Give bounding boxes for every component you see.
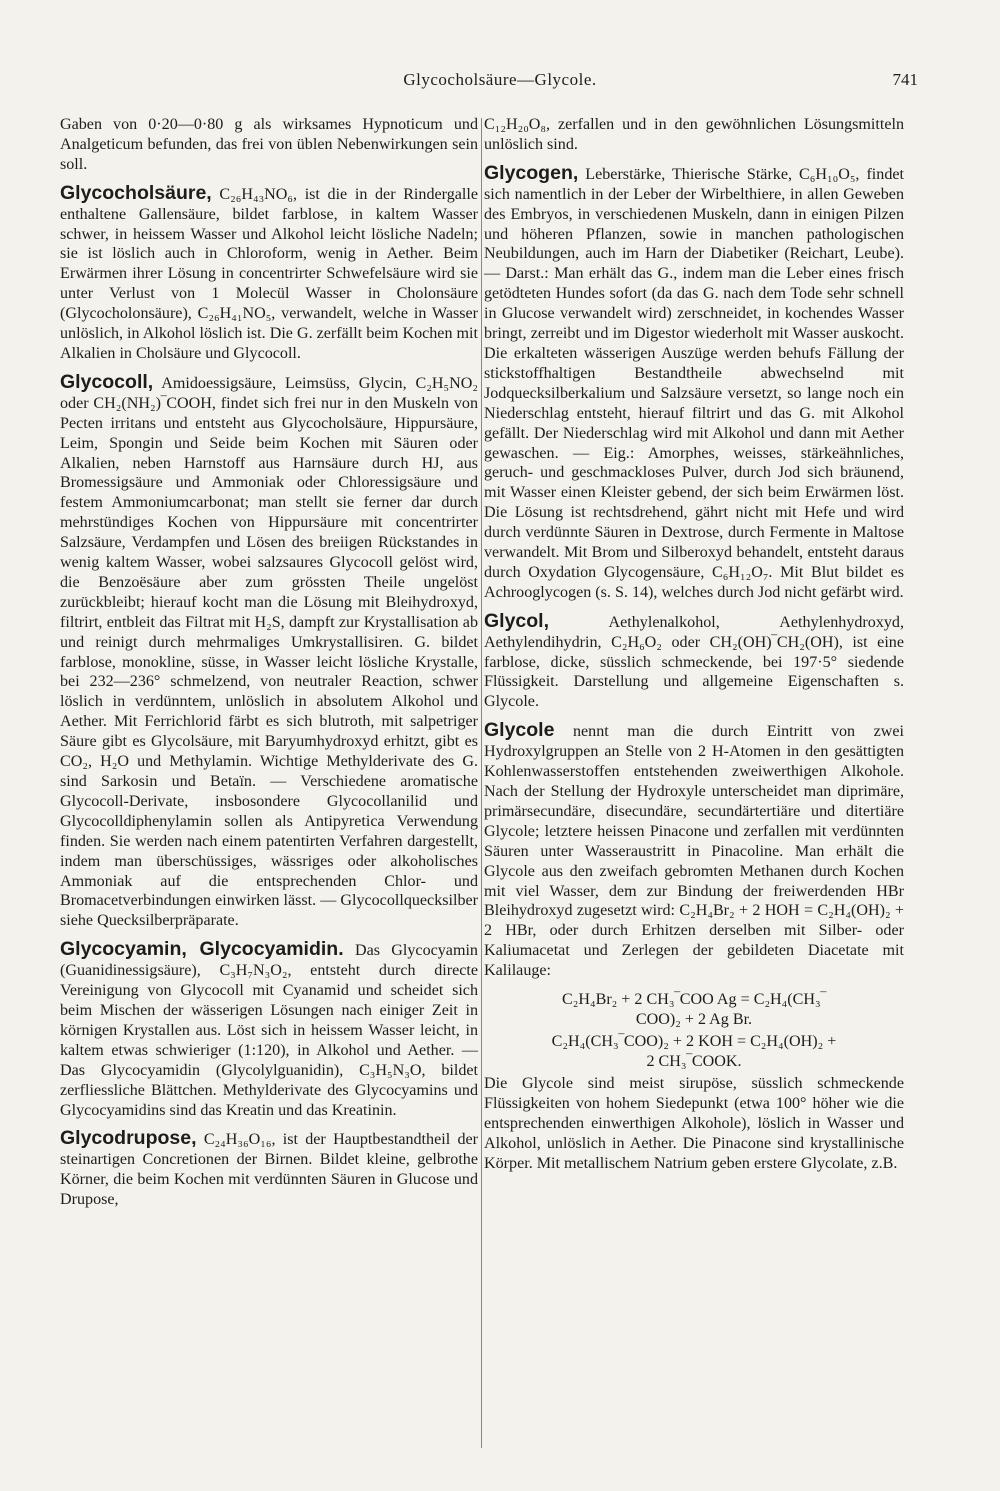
equation-line: COO)₂ + 2 Ag Br. — [635, 1011, 753, 1029]
entry-heading: Glycocyamin, Glycocyamidin. — [60, 938, 344, 961]
entry-heading: Glycocoll, — [60, 370, 154, 393]
entry-body: Amidoessigsäure, Leimsüss, Glycin, C₂H₅NO₂ oder CH₂(NH₂)‾COOH, findet sich frei nur in den Muskeln von Pecten irritans und entsteht aus Glycocholsäure, Hippursäure, Leim, Spongin und Seide beim Kochen mit Säuren oder Alkalien, neben Harnstoff aus Harnsäure durch HJ, aus Bromessigsäure und Ammoniak oder Chloressigsäure und festem Ammoniumcarbonat; man stellt sie ferner dar durch mehrstündiges Kochen von Hippursäure mit concentrirter Salzsäure, Verdampfen und Lösen des breiigen Rückstandes in wenig kaltem Wasser, wobei salzsaures Glycocoll gelöst wird, die Benzoësäure aber zum grössten Theile ungelöst zurückbleibt; hierauf kocht man die Lösung mit Bleihydroxyd, filtrirt, entbleit das Filtrat mit H₂S, dampft zur Krystallisation ab und reinigt durch mehrmaliges Umkrystallisiren. G. bildet farblose, monokline, süsse, in Wasser leicht lösliche Krystalle, bei 232—236° schmelzend, von neutraler Reaction, schwer löslich in verdünntem, unlöslich in absolutem Alkohol und Aether. Mit Ferrichlorid färbt es sich blutroth, mit salpetriger Säure gibt es Glycolsäure, mit Baryumhydroxyd erhitzt, gibt es CO₂, H₂O und Methylamin. Wichtige Methylderivate des G. sind Sarkosin und Betaïn. — Verschiedene aromatische Glycocoll-Derivate, insbosondere Glycocollanilid und Glycocolldiphenylamin sollen als Antipyretica Verwendung finden. Sie werden nach einem patentirten Verfahren dargestellt, indem man überschüssiges, wässriges oder alkoholisches Ammoniak auf die entsprechenden Chlor- und Bromacetverbindungen einwirken lässt. — Glycocollquecksilber siehe Quecksilberpräparate. — [60, 374, 478, 930]
reaction-equation — [484, 1032, 904, 1072]
entry-body: Leberstärke, Thierische Stärke, C₆H₁₀O₅, findet sich namentlich in der Leber der Wirbelthiere, in allen Geweben des Embryos, in verschiedenen Muskeln, dann in einigen Pilzen und höheren Pflanzen, sowie in manchen pathologischen Neubildungen, auch im Harn der Diabetiker (Reichart, Leube). — Darst.: Man erhält das G., indem man die Leber eines frisch getödteten Hundes sofort (da das G. nach dem Tode sehr schnell in Glucose verwandelt wird) zerschneidet, in kochendes Wasser bringt, zerreibt und im Digestor wiederholt mit Wasser auskocht. Die erkalteten wässerigen Auszüge werden behufs Fällung der stickstoffhaltigen Bestandtheile abwechselnd mit Jodquecksilberkalium und Salzsäure versetzt, so lange noch ein Niederschlag entsteht, hierauf filtrirt und das G. mit Alkohol gefällt. Der Niederschlag wird mit Alkohol und dann mit Aether gewaschen. — Eig.: Amorphes, weisses, stärkeähnliches, geruch- und geschmackloses Pulver, durch Jod sich bräunend, mit Wasser einen Kleister gebend, der sich beim Erwärmen löst. Die Lösung ist rechtsdrehend, gährt nicht mit Hefe und wird durch verdünnte Säuren in Dextrose, durch Fermente in Maltose verwandelt. Mit Brom und Silberoxyd behandelt, entsteht daraus durch Oxydation Glycogensäure, C₆H₁₂O₇. Mit Blut bildet es Achrooglycogen (s. S. 14), welches durch Jod nicht gefärbt wird. — [484, 165, 904, 601]
entry-body: nennt man die durch Eintritt von zwei Hydroxylgruppen an Stelle von 2 H-Atomen in den gesättigten Kohlenwasserstoffen entstehenden zweiwerthigen Alkohole. Nach der Stellung der Hydroxyle unterscheidet man diprimäre, primärsecundäre, disecundäre, secundärtertiäre und ditertiäre Glycole; letztere heissen Pinacone und zerfallen mit verdünnten Säuren unter Wasseraustritt in Pinacoline. Man erhält die Glycole aus den zweifach gebromten Methanen durch Kochen mit viel Wasser, dem zur Bindung der freiwerdenden HBr Bleihydroxyd zugesetzt wird: C₂H₄Br₂ + 2 HOH = C₂H₄(OH)₂ + 2 HBr, oder durch Erhitzen derselben mit Silber- oder Kaliumacetat und Zerlegen der gebildeten Diacetate mit Kalilauge: — [484, 723, 904, 980]
continuation-paragraph: Gaben von 0·20—0·80 g als wirksames Hypnoticum und Analgeticum befunden, das frei von üblen Nebenwirkungen sein soll. — [60, 116, 478, 173]
entry-heading: Glycol, — [484, 609, 550, 632]
left-column — [60, 115, 478, 1219]
entry-heading: Glycodrupose, — [60, 1127, 197, 1150]
right-column — [484, 115, 904, 1183]
equation-line: C₂H₄Br₂ + 2 CH₃‾COO Ag = C₂H₄(CH₃‾ — [562, 991, 826, 1009]
entry-heading: Glycogen, — [484, 161, 579, 184]
entry-glycol — [484, 609, 904, 713]
entry-body: C₂₄H₃₆O₁₆, ist der Hauptbestandtheil der steinartigen Concretionen der Birnen. Bildet kleine, gelbrothe Körner, die beim Kochen mit verdünnten Säuren in Glucose und Drupose, — [60, 1131, 478, 1209]
entry-glycocoll — [60, 370, 478, 931]
entry-heading: Glycocholsäure, — [60, 181, 212, 204]
equation-line: 2 CH₃‾COOK. — [646, 1053, 742, 1071]
entry-glycocyamin — [60, 940, 478, 1120]
entry-heading: Glycole — [484, 719, 555, 742]
entry-body: Das Glycocyamin (Guanidinessigsäure), C₃H₇N₃O₂, entsteht durch directe Vereinigung von Glycocoll mit Cyanamid und scheidet sich beim Mischen der wässerigen Lösungen nach einiger Zeit in körnigen Krystallen aus. Löst sich in heissem Wasser leicht, in kaltem etwas schwieriger (1:120), in Alkohol und Aether. — Das Glycocyamidin (Glycolylguanidin), C₃H₅N₃O, bildet zerfliessliche Blättchen. Methylderivate des Glycocyamins und Glycocyamidins sind das Kreatin und das Kreatinin. — [60, 942, 478, 1119]
equation-line: C₂H₄(CH₃‾COO)₂ + 2 KOH = C₂H₄(OH)₂ + — [551, 1033, 837, 1051]
closing-paragraph: Die Glycole sind meist sirupöse, süsslich schmeckende Flüssigkeiten von hohem Siedepunkt (etwa 100° höher wie die entsprechenden einwerthigen Alkohole), löslich in Wasser und Alkohol, unlöslich in Aether. Die Pinacone sind krystallinische Körper. Mit metallischem Natrium geben erstere Glycolate, z.B. — [484, 1075, 904, 1172]
entry-glycole — [484, 721, 904, 981]
reaction-equation — [484, 990, 904, 1030]
running-title: Glycocholsäure—Glycole. — [403, 70, 597, 89]
page-number: 741 — [892, 70, 918, 89]
entry-glycogen — [484, 161, 904, 603]
continuation-paragraph: C₁₂H₂₀O₈, zerfallen und in den gewöhnlichen Lösungsmitteln unlöslich sind. — [484, 116, 904, 153]
entry-body: Aethylenalkohol, Aethylenhydroxyd, Aethylendihydrin, C₂H₆O₂ oder CH₂(OH)‾CH₂(OH), ist eine farblose, dicke, süsslich schmeckende, bei 197·5° siedende Flüssigkeit. Darstellung und allgemeine Eigenschaften s. Glycole. — [484, 613, 904, 711]
column-divider — [481, 118, 482, 1448]
entry-glycocholsaeure — [60, 181, 478, 364]
entry-glycodrupose — [60, 1129, 478, 1210]
entry-body: C₂₆H₄₃NO₆, ist die in der Rindergalle enthaltene Gallensäure, bildet farblose, in kaltem Wasser schwer, in heissem Wasser und Alkohol leicht lösliche Nadeln; sie ist löslich auch in Chloroform, wenig in Aether. Beim Erwärmen ihrer Lösung in concentrirter Schwefelsäure wird sie unter Verlust von 1 Molecül Wasser in Cholonsäure (Glycocholonsäure), C₂₆H₄₁NO₅, verwandelt, welche in Wasser unlöslich, in Alkohol löslich ist. Die G. zerfällt beim Kochen mit Alkalien in Cholsäure und Glycocoll. — [60, 185, 478, 362]
